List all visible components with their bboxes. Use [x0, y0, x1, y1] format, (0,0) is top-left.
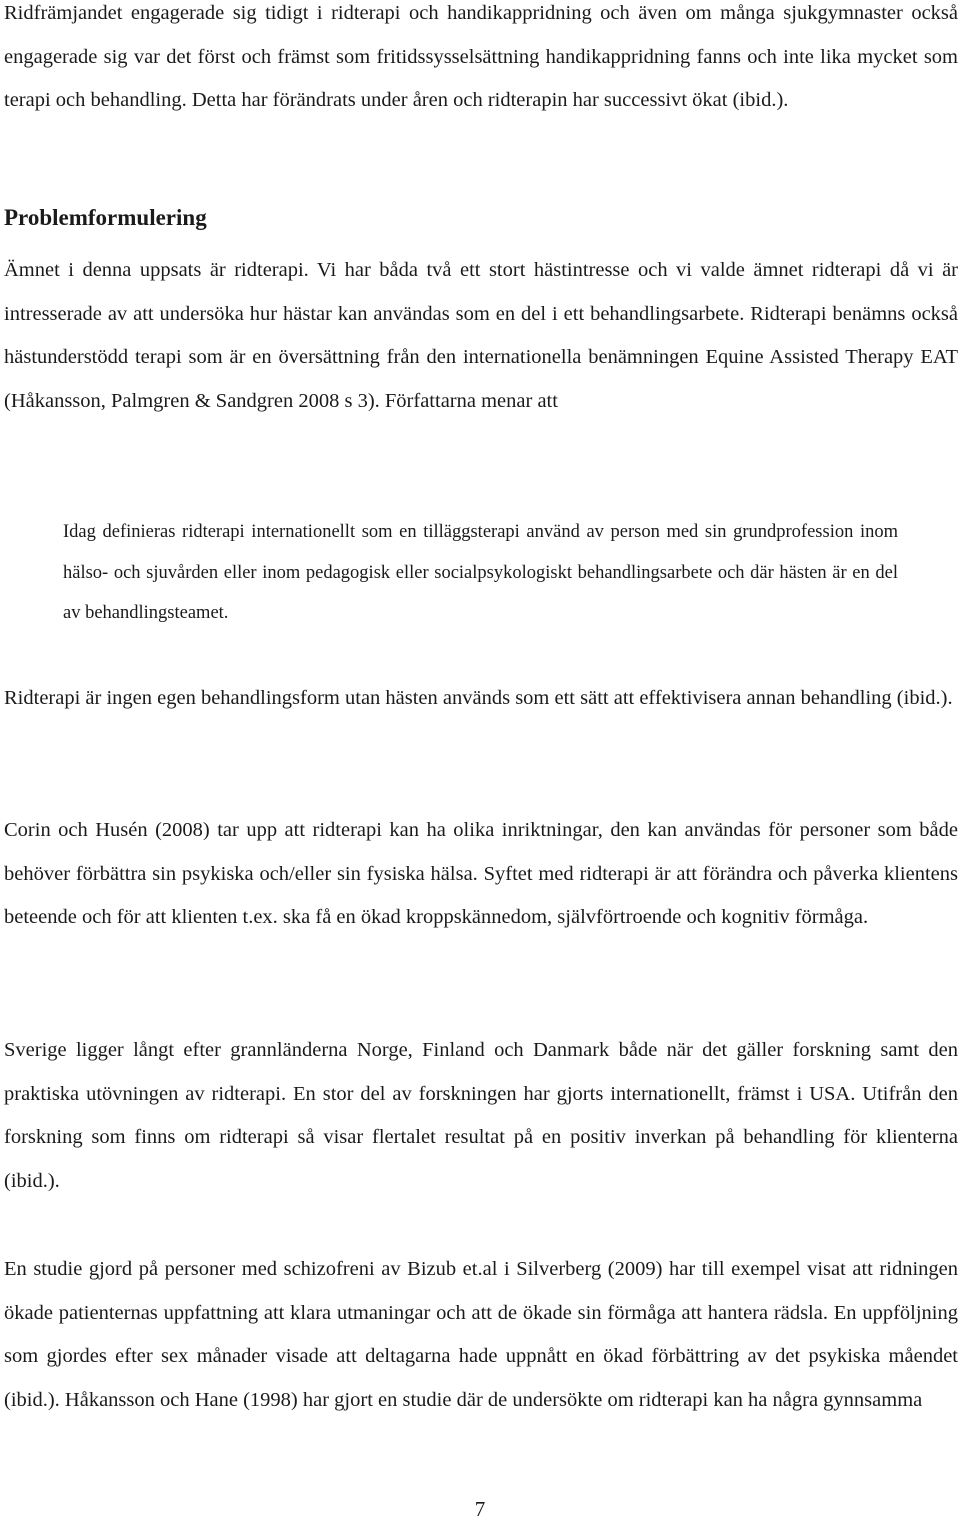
paragraph-problem-statement: Ämnet i denna uppsats är ridterapi. Vi har båda två ett stort hästintresse och vi valde ämnet ridterapi då vi är intresserade av att undersöka hur hästar kan användas som en del i ett behandlingsarbete. Ridterapi benämns också hästunderstödd terapi som är en översättning från den internationella benämningen Equine Assisted Therapy EAT (Håkansson, Palmgren & Sandgren 2008 s 3). Författarna menar att	[4, 259, 958, 412]
page-number: 7	[474, 1497, 486, 1521]
paragraph-treatment-form: Ridterapi är ingen egen behandlingsform utan hästen används som ett sätt att effektivisera annan behandling (ibid.).	[4, 687, 953, 709]
section-heading: Problemformulering	[4, 205, 207, 230]
paragraph-sweden-research: Sverige ligger långt efter grannländerna Norge, Finland och Danmark både när det gäller forskning samt den praktiska utövningen av ridterapi. En stor del av forskningen har gjorts internationellt, främst i USA. Utifrån den forskning som finns om ridterapi så visar flertalet resultat på en positiv inverkan på behandling för klienterna (ibid.).	[4, 1039, 958, 1192]
intro-paragraph: Ridfrämjandet engagerade sig tidigt i ridterapi och handikappridning och även om många sjukgymnaster också engagerade sig var det först och främst som fritidssysselsättning handikappridning fanns och inte lika mycket som terapi och behandling. Detta har förändrats under åren och ridterapin har successivt ökat (ibid.).	[4, 2, 958, 112]
block-quote: Idag definieras ridterapi internationellt som en tilläggsterapi använd av person med sin grundprofession inom hälso- och sjuvården eller inom pedagogisk eller socialpsykologiskt behandlingsarbete och där hästen är en del av behandlingsteamet.	[63, 522, 898, 623]
paragraph-schizophrenia-study: En studie gjord på personer med schizofreni av Bizub et.al i Silverberg (2009) har till exempel visat att ridningen ökade patienternas uppfattning att klara utmaningar och att de ökade sin förmåga att hantera rädsla. En uppföljning som gjordes efter sex månader visade att deltagarna hade uppnått en ökad förbättring av det psykiska måendet (ibid.). Håkansson och Hane (1998) har gjort en studie där de undersökte om ridterapi kan ha några gynnsamma	[4, 1258, 958, 1411]
paragraph-corin-husen: Corin och Husén (2008) tar upp att ridterapi kan ha olika inriktningar, den kan användas för personer som både behöver förbättra sin psykiska och/eller sin fysiska hälsa. Syftet med ridterapi är att förändra och påverka klientens beteende och för att klienten t.ex. ska få en ökad kroppskännedom, självförtroende och kognitiv förmåga.	[4, 819, 958, 929]
